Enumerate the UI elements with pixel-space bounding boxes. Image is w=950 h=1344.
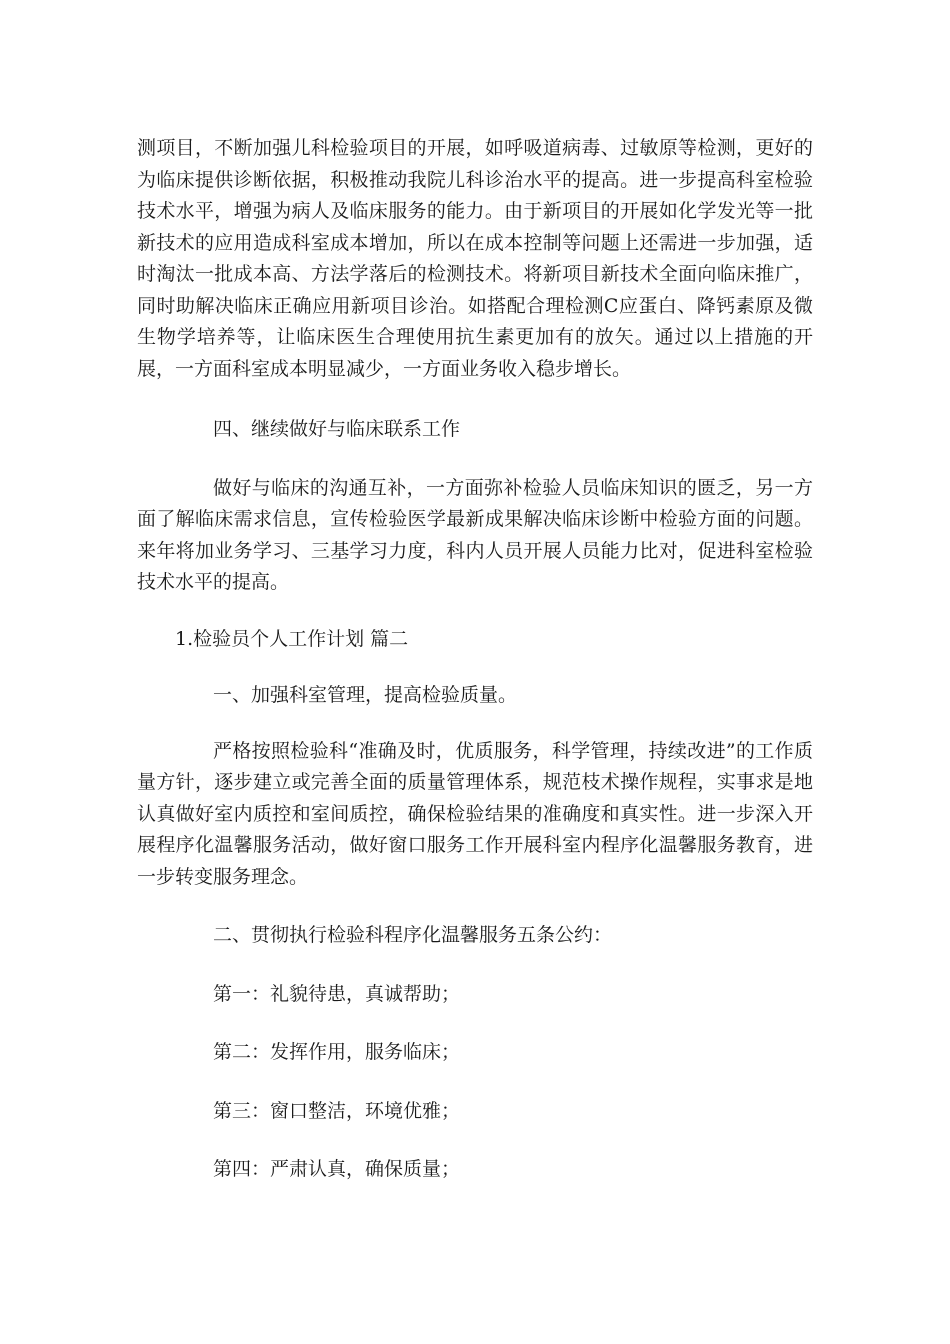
convention-item-4: 第四：严肃认真，确保质量； [213, 1158, 461, 1180]
document-subtitle: 1.检验员个人工作计划 篇二 [175, 627, 409, 650]
section-heading-one: 一、加强科室管理，提高检验质量。 [213, 684, 518, 706]
convention-item-3: 第三：窗口整洁，环境优雅； [213, 1099, 461, 1122]
convention-item-1: 第一：礼貌待患，真诚帮助； [213, 982, 461, 1005]
section-heading-two: 二、贯彻执行检验科程序化温馨服务五条公约： [213, 924, 613, 946]
convention-item-2: 第二：发挥作用，服务临床； [213, 1041, 461, 1063]
paragraph-continued: 测项目，不断加强儿科检验项目的开展，如呼吸道病毒、过敏原等检测，更好的为临床提供诊断依据，积极推动我院儿科诊治水平的提高。进一步提高科室检验技术水平，增强为病人及临床服务的能力。由于新项目的开展如化学发光等一批新技术的应用造成科室成本增加，所以在成本控制等问题上还需进一步加强，适时淘汰一批成本高、方法学落后的检测技术。将新项目新技术全面向临床推广，同时助解决临床正确应用新项目诊治。如搭配合理检测C应蛋白、降钙素原及微生物学培养等，让临床医生合理使用抗生素更加有的放矢。通过以上措施的开展，一方面科室成本明显减少，一方面业务收入稳步增长。 [137, 137, 813, 380]
document-body [137, 133, 813, 1186]
paragraph-clinical-communication: 做好与临床的沟通互补，一方面弥补检验人员临床知识的匮乏，另一方面了解临床需求信息，宣传检验医学最新成果解决临床诊断中检验方面的问题。来年将加业务学习、三基学习力度，科内人员开展人员能力比对，促进科室检验技术水平的提高。 [137, 476, 813, 593]
paragraph-quality-management: 严格按照检验科“准确及时，优质服务，科学管理，持续改进”的工作质量方针，逐步建立或完善全面的质量管理体系，规范枝术操作规程，实事求是地认真做好室内质控和室间质控，确保检验结果的准确度和真实性。进一步深入开展程序化温馨服务活动，做好窗口服务工作开展科室内程序化温馨服务教育，进一步转变服务理念。 [137, 739, 813, 888]
section-heading-four: 四、继续做好与临床联系工作 [213, 418, 461, 440]
